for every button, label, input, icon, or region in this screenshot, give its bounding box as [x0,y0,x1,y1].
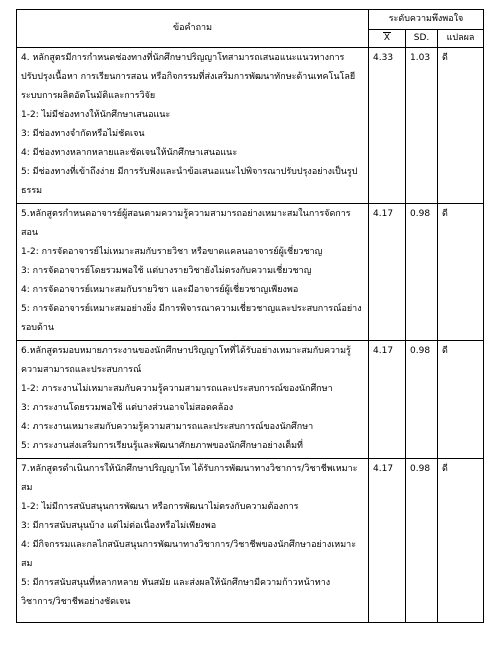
item-option: 1-2: ไม่มีช่องทางให้นักศึกษาเสนอแนะ [21,110,171,120]
header-sd: SD. [406,30,438,48]
mean-value: 4.17 [369,459,406,623]
item-option: 1-2: ภาระงานไม่เหมาะสมกับความรู้ความสามารถและประสบการณ์ของนักศึกษา [21,384,333,394]
sd-value: 0.98 [406,341,438,459]
header-satisfaction-level: ระดับความพึงพอใจ [369,10,484,30]
sd-value: 0.98 [406,204,438,341]
item-option: 4: มีช่องทางหลากหลายและชัดเจนให้นักศึกษาเสนอแนะ [21,148,238,158]
table-row [17,341,484,459]
interpretation-value: ดี [438,459,484,623]
header-mean [369,30,406,48]
item-option: 3: มีช่องทางจำกัดหรือไม่ชัดเจน [21,129,145,139]
item-option: 4: ภาระงานเหมาะสมกับความรู้ความสามารถและประสบการณ์ของนักศึกษา [21,422,314,432]
item-option: 1-2: ไม่มีการสนับสนุนการพัฒนา หรือการพัฒนาไม่ตรงกับความต้องการ [21,502,299,512]
item-cell [17,341,369,459]
item-option: 5: มีช่องทางที่เข้าถึงง่าย มีการรับฟังและนำข้อเสนอแนะไปพิจารณาปรับปรุงอย่างเป็นรูปธรรม [21,167,358,196]
mean-value: 4.17 [369,341,406,459]
item-option: 5: ภาระงานส่งเสริมการเรียนรู้และพัฒนาศักยภาพของนักศึกษาอย่างเต็มที่ [21,441,303,451]
interpretation-value: ดี [438,48,484,204]
interpretation-value: ดี [438,204,484,341]
table-row [17,48,484,204]
header-item: ข้อคำถาม [17,10,369,48]
item-cell [17,459,369,623]
table-row [17,204,484,341]
mean-symbol: X [383,33,391,43]
item-option: 3: มีการสนับสนุนบ้าง แต่ไม่ต่อเนื่องหรือไม่เพียงพอ [21,521,217,531]
satisfaction-table [16,9,484,623]
table-row [17,459,484,623]
item-title: 5.หลักสูตรกำหนดอาจารย์ผู้สอนตามความรู้ความสามารถอย่างเหมาะสมในการจัดการสอน [21,209,351,238]
item-title: 4. หลักสูตรมีการกำหนดช่องทางที่นักศึกษาปริญญาโทสามารถเสนอแนะแนวทางการปรับปรุงเนื้อหา การเรียนการสอน หรือกิจกรรมที่ส่งเสริมการพัฒนาทักษะด้านเทคโนโลยีระบบการผลิตอัตโนมัติและการวิจัย [21,53,356,101]
interpretation-value: ดี [438,341,484,459]
item-option: 5: มีการสนับสนุนที่หลากหลาย ทันสมัย และส่งผลให้นักศึกษามีความก้าวหน้าทางวิชาการ/วิชาชีพอย่างชัดเจน [21,578,331,607]
mean-value: 4.33 [369,48,406,204]
item-option: 5: การจัดอาจารย์เหมาะสมอย่างยิ่ง มีการพิจารณาความเชี่ยวชาญและประสบการณ์อย่างรอบด้าน [21,304,362,333]
item-title: 7.หลักสูตรดำเนินการให้นักศึกษาปริญญาโท ได้รับการพัฒนาทางวิชาการ/วิชาชีพเหมาะสม [21,464,358,493]
item-option: 3: การจัดอาจารย์โดยรวมพอใช้ แต่บางรายวิชายังไม่ตรงกับความเชี่ยวชาญ [21,266,312,276]
mean-value: 4.17 [369,204,406,341]
item-option: 4: มีกิจกรรมและกลไกสนับสนุนการพัฒนาทางวิชาการ/วิชาชีพของนักศึกษาอย่างเหมาะสม [21,540,357,569]
item-option: 1-2: การจัดอาจารย์ไม่เหมาะสมกับรายวิชา หรือขาดแคลนอาจารย์ผู้เชี่ยวชาญ [21,247,323,257]
item-cell [17,48,369,204]
item-title: 6.หลักสูตรมอบหมายภาระงานของนักศึกษาปริญญาโทที่ได้รับอย่างเหมาะสมกับความรู้ความสามารถและประสบการณ์ [21,346,351,375]
sd-value: 1.03 [406,48,438,204]
item-cell [17,204,369,341]
item-option: 3: ภาระงานโดยรวมพอใช้ แต่บางส่วนอาจไม่สอดคล้อง [21,403,234,413]
sd-value: 0.98 [406,459,438,623]
header-interpretation: แปลผล [438,30,484,48]
item-option: 4: การจัดอาจารย์เหมาะสมกับรายวิชา และมีอาจารย์ผู้เชี่ยวชาญเพียงพอ [21,285,299,295]
